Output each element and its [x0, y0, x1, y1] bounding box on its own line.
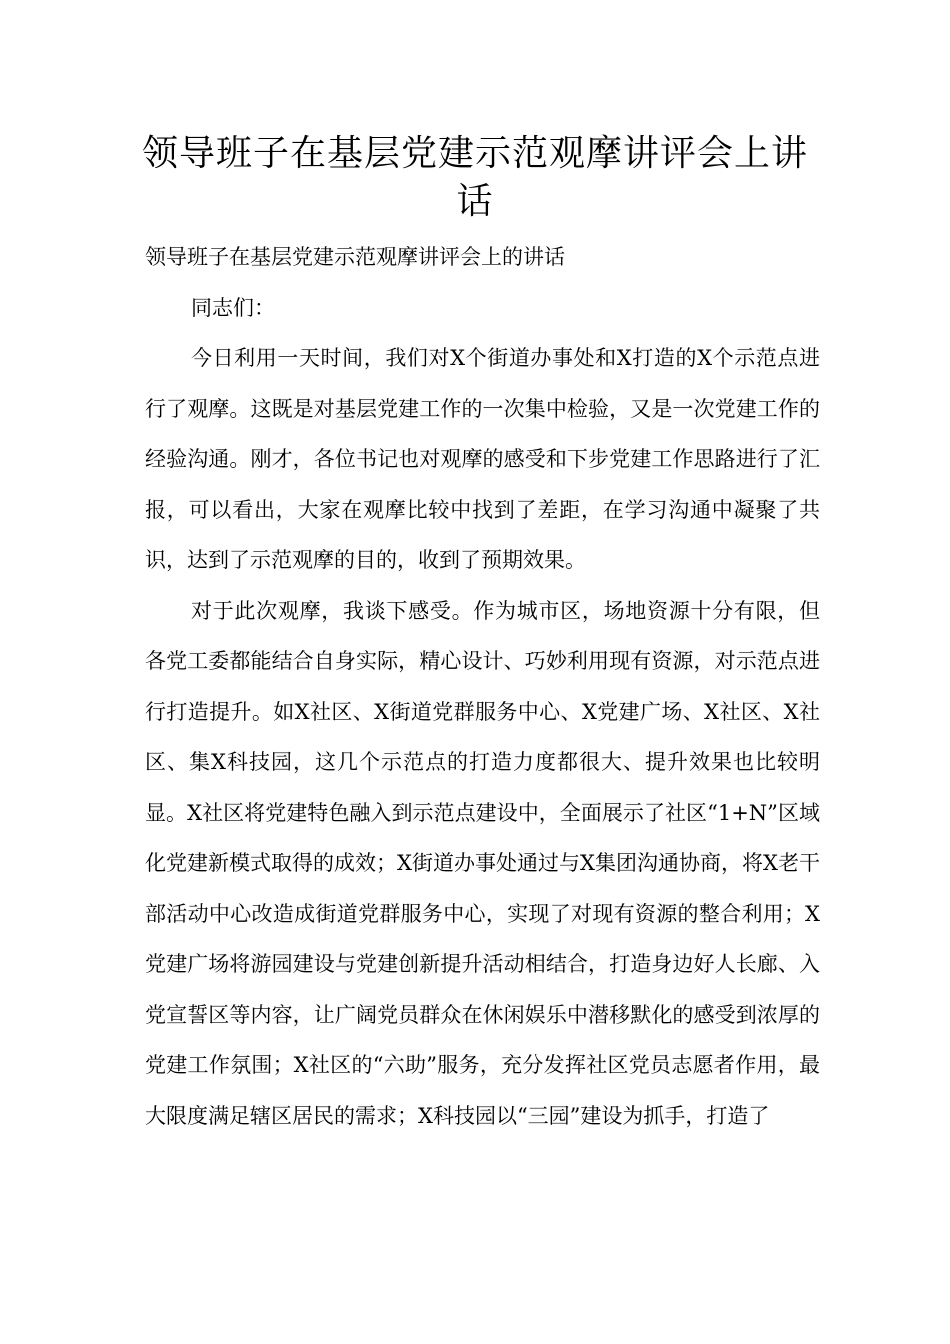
paragraph-1: 今日利用一天时间，我们对X个街道办事处和X打造的X个示范点进行了观摩。这既是对基层党建工作的一次集中检验，又是一次党建工作的经验沟通。刚才，各位书记也对观摩的感受和下步党建工作思路进行了汇报，可以看出，大家在观摩比较中找到了差距，在学习沟通中凝聚了共识，达到了示范观摩的目的，收到了预期效果。 — [145, 346, 820, 572]
document-subtitle: 领导班子在基层党建示范观摩讲评会上的讲话 — [145, 245, 565, 269]
salutation: 同志们： — [191, 295, 275, 320]
document-body — [145, 232, 820, 1141]
paragraph-2: 对于此次观摩，我谈下感受。作为城市区，场地资源十分有限，但各党工委都能结合自身实际，精心设计、巧妙利用现有资源，对示范点进行打造提升。如X社区、X街道党群服务中心、X党建广场、X社区、X社区、集X科技园，这几个示范点的打造力度都很大、提升效果也比较明显。X社区将党建特色融入到示范点建设中，全面展示了社区“1+N”区域化党建新模式取得的成效；X街道办事处通过与X集团沟通协商，将X老干部活动中心改造成街道党群服务中心，实现了对现有资源的整合利用；X党建广场将游园建设与党建创新提升活动相结合，打造身边好人长廊、入党宣誓区等内容，让广阔党员群众在休闲娱乐中潜移默化的感受到浓厚的党建工作氛围；X社区的“六助”服务，充分发挥社区党员志愿者作用，最大限度满足辖区居民的需求；X科技园以“三园”建设为抓手，打造了 — [145, 598, 820, 1128]
document-title: 领导班子在基层党建示范观摩讲评会上讲话 — [141, 133, 808, 222]
